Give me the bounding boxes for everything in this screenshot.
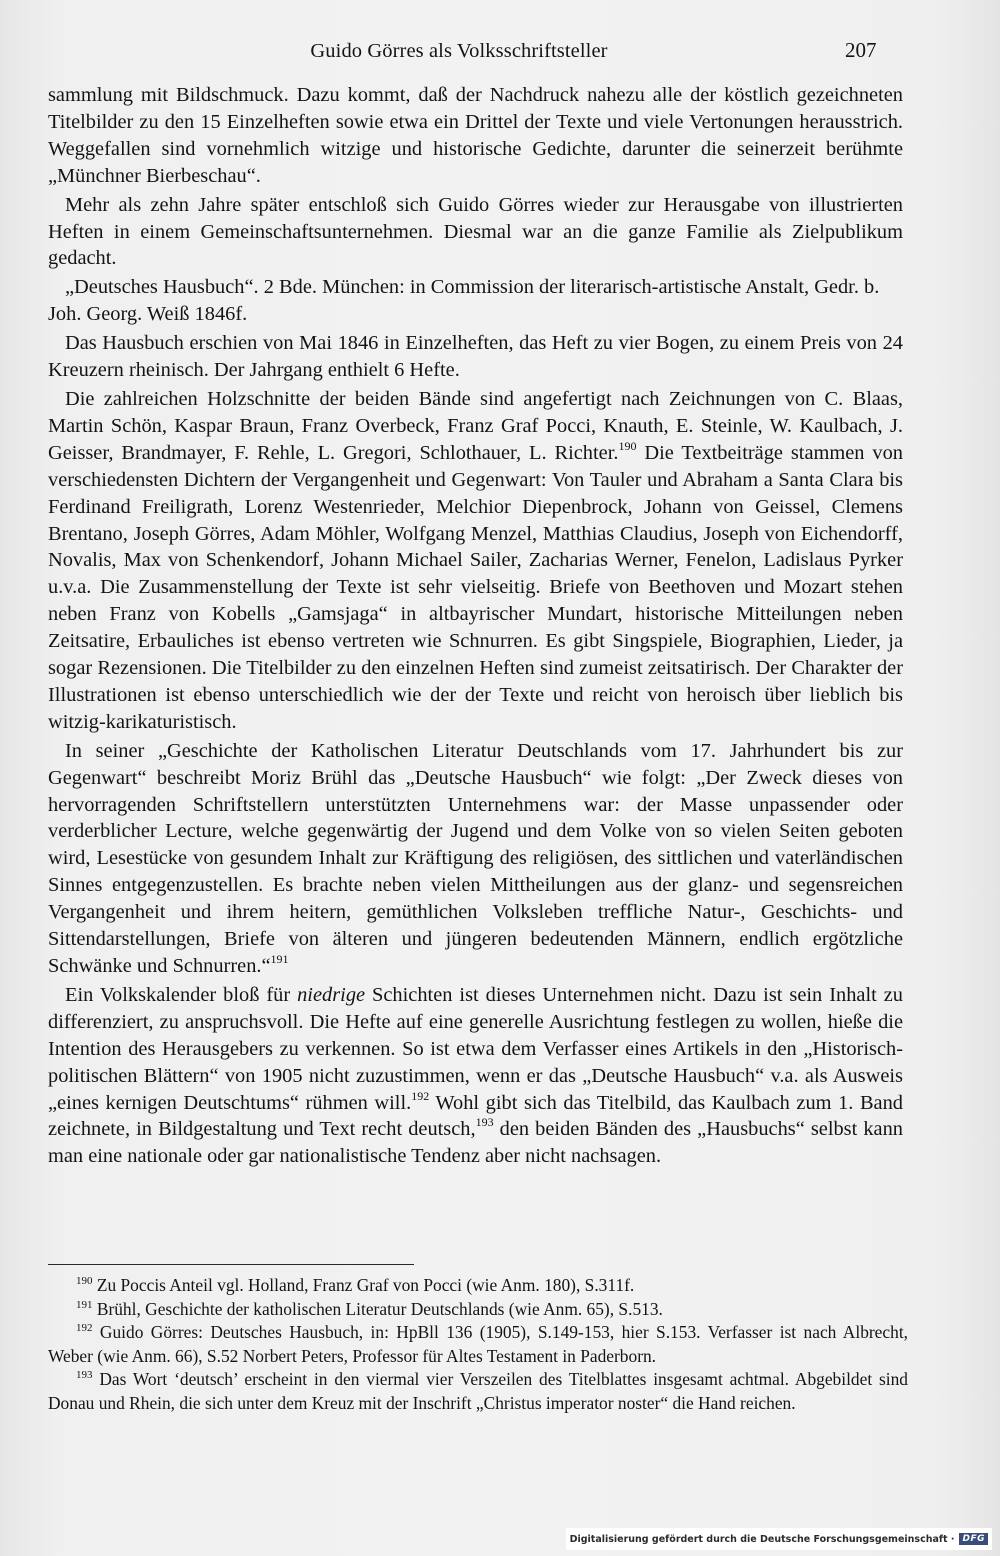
footnote-text: Zu Poccis Anteil vgl. Holland, Franz Graf von Pocci (wie Anm. 180), S.311f. bbox=[92, 1275, 635, 1295]
footnote-ref-192[interactable]: 192 bbox=[411, 1088, 430, 1103]
footnote-193 bbox=[48, 1368, 908, 1415]
page-number: 207 bbox=[845, 38, 877, 62]
funding-notice bbox=[566, 1528, 992, 1550]
paragraph-5-text-a: Die zahlreichen Holzschnitte der beiden Bände sind angefertigt nach Zeichnungen von C. Blaas, Martin Schön, Kaspar Braun, Franz Overbeck, Franz Graf Pocci, Knauth, E. Steinle, W. Kaulbach, J. Geisser, Brandmayer, F. Rehle, L. Gregori, Schlothauer, L. Richter. bbox=[48, 387, 903, 464]
footnote-text: Brühl, Geschichte der katholischen Literatur Deutschlands (wie Anm. 65), S.513. bbox=[92, 1298, 663, 1319]
footnote-192 bbox=[48, 1321, 908, 1368]
page-header bbox=[0, 36, 1000, 76]
footnote-190 bbox=[48, 1274, 908, 1298]
paragraph-1: sammlung mit Bildschmuck. Dazu kommt, daß der Nachdruck nahezu alle der köstlich gezeichneten Titelbilder zu den 15 Einzelheften sowie etwa ein Drittel der Texte und viele Vertonungen herausstrich. Weggefallen sind vornehmlich witzige und historische Gedichte, darunter die seinerzeit berühmte „Münchner Bierbeschau“. bbox=[48, 84, 903, 187]
footnote-number: 193 bbox=[76, 1369, 93, 1382]
footnote-ref-193[interactable]: 193 bbox=[475, 1115, 494, 1130]
footnote-text: Das Wort ‘deutsch’ erscheint in den viermal vier Verszeilen des Titelblattes insgesamt achtmal. Abgebildet sind Donau und Rhein, die sich unter dem Kreuz mit der Inschrift „Christus imperator noster“ die Hand reichen. bbox=[48, 1369, 908, 1413]
footnote-191 bbox=[48, 1298, 908, 1322]
paragraph-6-text: In seiner „Geschichte der Katholischen Literatur Deutschlands vom 17. Jahrhundert bis zur Gegenwart“ beschreibt Moriz Brühl das „Deutsche Hausbuch“ wie folgt: „Der Zweck dieses von hervorragenden Schriftstellern unterstützten Unternehmens war: der Masse unpassender oder verderblicher Lecture, welche gegenwärtig der Jugend und dem Volke von so vielen Seiten geboten wird, Lesestücke von gesundem Inhalt zur Kräftigung des religiösen, des sittlichen und vaterländischen Sinnes entgegenzustellen. Es brachte neben vielen Mittheilungen aus der glanz- und segensreichen Vergangenheit und ihrem heitern, gemüthlichen Volksleben treffliche Natur-, Geschichts- und Sittendarstellungen, Briefe von älteren und jüngeren bedeutenden Männern, endlich ergötzliche Schwänke und Schnurren.“ bbox=[48, 739, 903, 977]
paragraph-5 bbox=[48, 386, 903, 736]
footnote-number: 191 bbox=[76, 1298, 93, 1311]
emphasis-niedrige: niedrige bbox=[297, 983, 366, 1006]
footnote-ref-190[interactable]: 190 bbox=[618, 438, 637, 453]
paragraph-5-text-b: Die Textbeiträge stammen von verschiedensten Dichtern der Vergangenheit und Gegenwart: Von Tauler und Abraham a Santa Clara bis Ferdinand Freiligrath, Lorenz Westenrieder, Melchior Diepenbrock, Johann von Geissel, Clemens Brentano, Joseph Görres, Adam Möhler, Wolfgang Menzel, Matthias Claudius, Joseph von Eichendorff, Novalis, Max von Schenkendorf, Johann Michael Sailer, Zacharias Werner, Fenelon, Ladislaus Pyrker u.v.a. Die Zusammenstellung der Texte ist sehr vielseitig. Briefe von Beethoven und Mozart stehen neben Franz von Kobells „Gamsjaga“ in altbayrischer Mundart, historische Mitteilungen neben Zeitsatire, Erbauliches ist ebenso vertreten wie Schnurren. Es gibt Singspiele, Biographien, Lieder, ja sogar Rezensionen. Die Titelbilder zu den einzelnen Heften sind zumeist zeitsatirisch. Der Charakter der Illustrationen ist ebenso unterschiedlich wie der der Texte und reicht von heroisch über lieblich bis witzig-karikaturistisch. bbox=[48, 441, 903, 733]
footnote-ref-191[interactable]: 191 bbox=[270, 952, 289, 966]
running-title: Guido Görres als Volksschriftsteller bbox=[310, 40, 608, 62]
footnote-separator bbox=[48, 1264, 414, 1265]
footnote-number: 190 bbox=[76, 1275, 93, 1287]
footnote-text: Guido Görres: Deutsches Hausbuch, in: HpBll 136 (1905), S.149-153, hier S.153. Verfasser ist nach Albrecht, Weber (wie Anm. 66), S.52 Norbert Peters, Professor für Altes Testament in Paderborn. bbox=[48, 1322, 908, 1366]
paragraph-7-text-b: Schichten ist dieses Unternehmen nicht. Dazu ist sein Inhalt zu differenziert, zu anspruchsvoll. Die Hefte auf eine generelle Ausrichtung festlegen zu wollen, hieße die Intention des Herausgebers zu verkennen. So ist etwa dem Verfasser eines Artikels in den „Historisch-politischen Blättern“ von 1905 nicht zuzustimmen, wenn er das „Deutsche Hausbuch“ v.a. als Ausweis „eines kernigen Deutschtums“ rühmen will. bbox=[48, 983, 903, 1114]
funding-text: Digitalisierung gefördert durch die Deutsche Forschungsgemeinschaft · bbox=[569, 1533, 955, 1545]
paragraph-7-text-a: Ein Volkskalender bloß für bbox=[65, 983, 298, 1006]
paragraph-6 bbox=[48, 738, 903, 980]
paragraph-2: Mehr als zehn Jahre später entschloß sich Guido Görres wieder zur Herausgabe von illustrierten Heften in einem Gemeinschaftsunternehmen. Diesmal war an die ganze Familie als Zielpublikum gedacht. bbox=[48, 193, 903, 270]
main-text bbox=[48, 82, 903, 1172]
paragraph-7-text-d: den beiden Bänden des „Hausbuchs“ selbst kann man eine nationale oder gar nationalistische Tendenz aber nicht nachsagen. bbox=[48, 1118, 903, 1168]
dfg-logo-icon: DFG bbox=[959, 1533, 988, 1545]
paragraph-7-text-c: Wohl gibt sich das Titelbild, das Kaulbach zum 1. Band zeichnete, in Bildgestaltung und Text recht deutsch, bbox=[48, 1091, 903, 1141]
paragraph-7 bbox=[48, 982, 903, 1170]
paragraph-bibliographic-entry: „Deutsches Hausbuch“. 2 Bde. München: in Commission der literarisch-artistische Anstalt, Gedr. b. Joh. Georg. Weiß 1846f. bbox=[48, 276, 880, 326]
paragraph-4: Das Hausbuch erschien von Mai 1846 in Einzelheften, das Heft zu vier Bogen, zu einem Preis von 24 Kreuzern rheinisch. Der Jahrgang enthielt 6 Hefte. bbox=[48, 332, 903, 382]
footnotes bbox=[48, 1274, 908, 1416]
footnote-number: 192 bbox=[76, 1322, 93, 1335]
